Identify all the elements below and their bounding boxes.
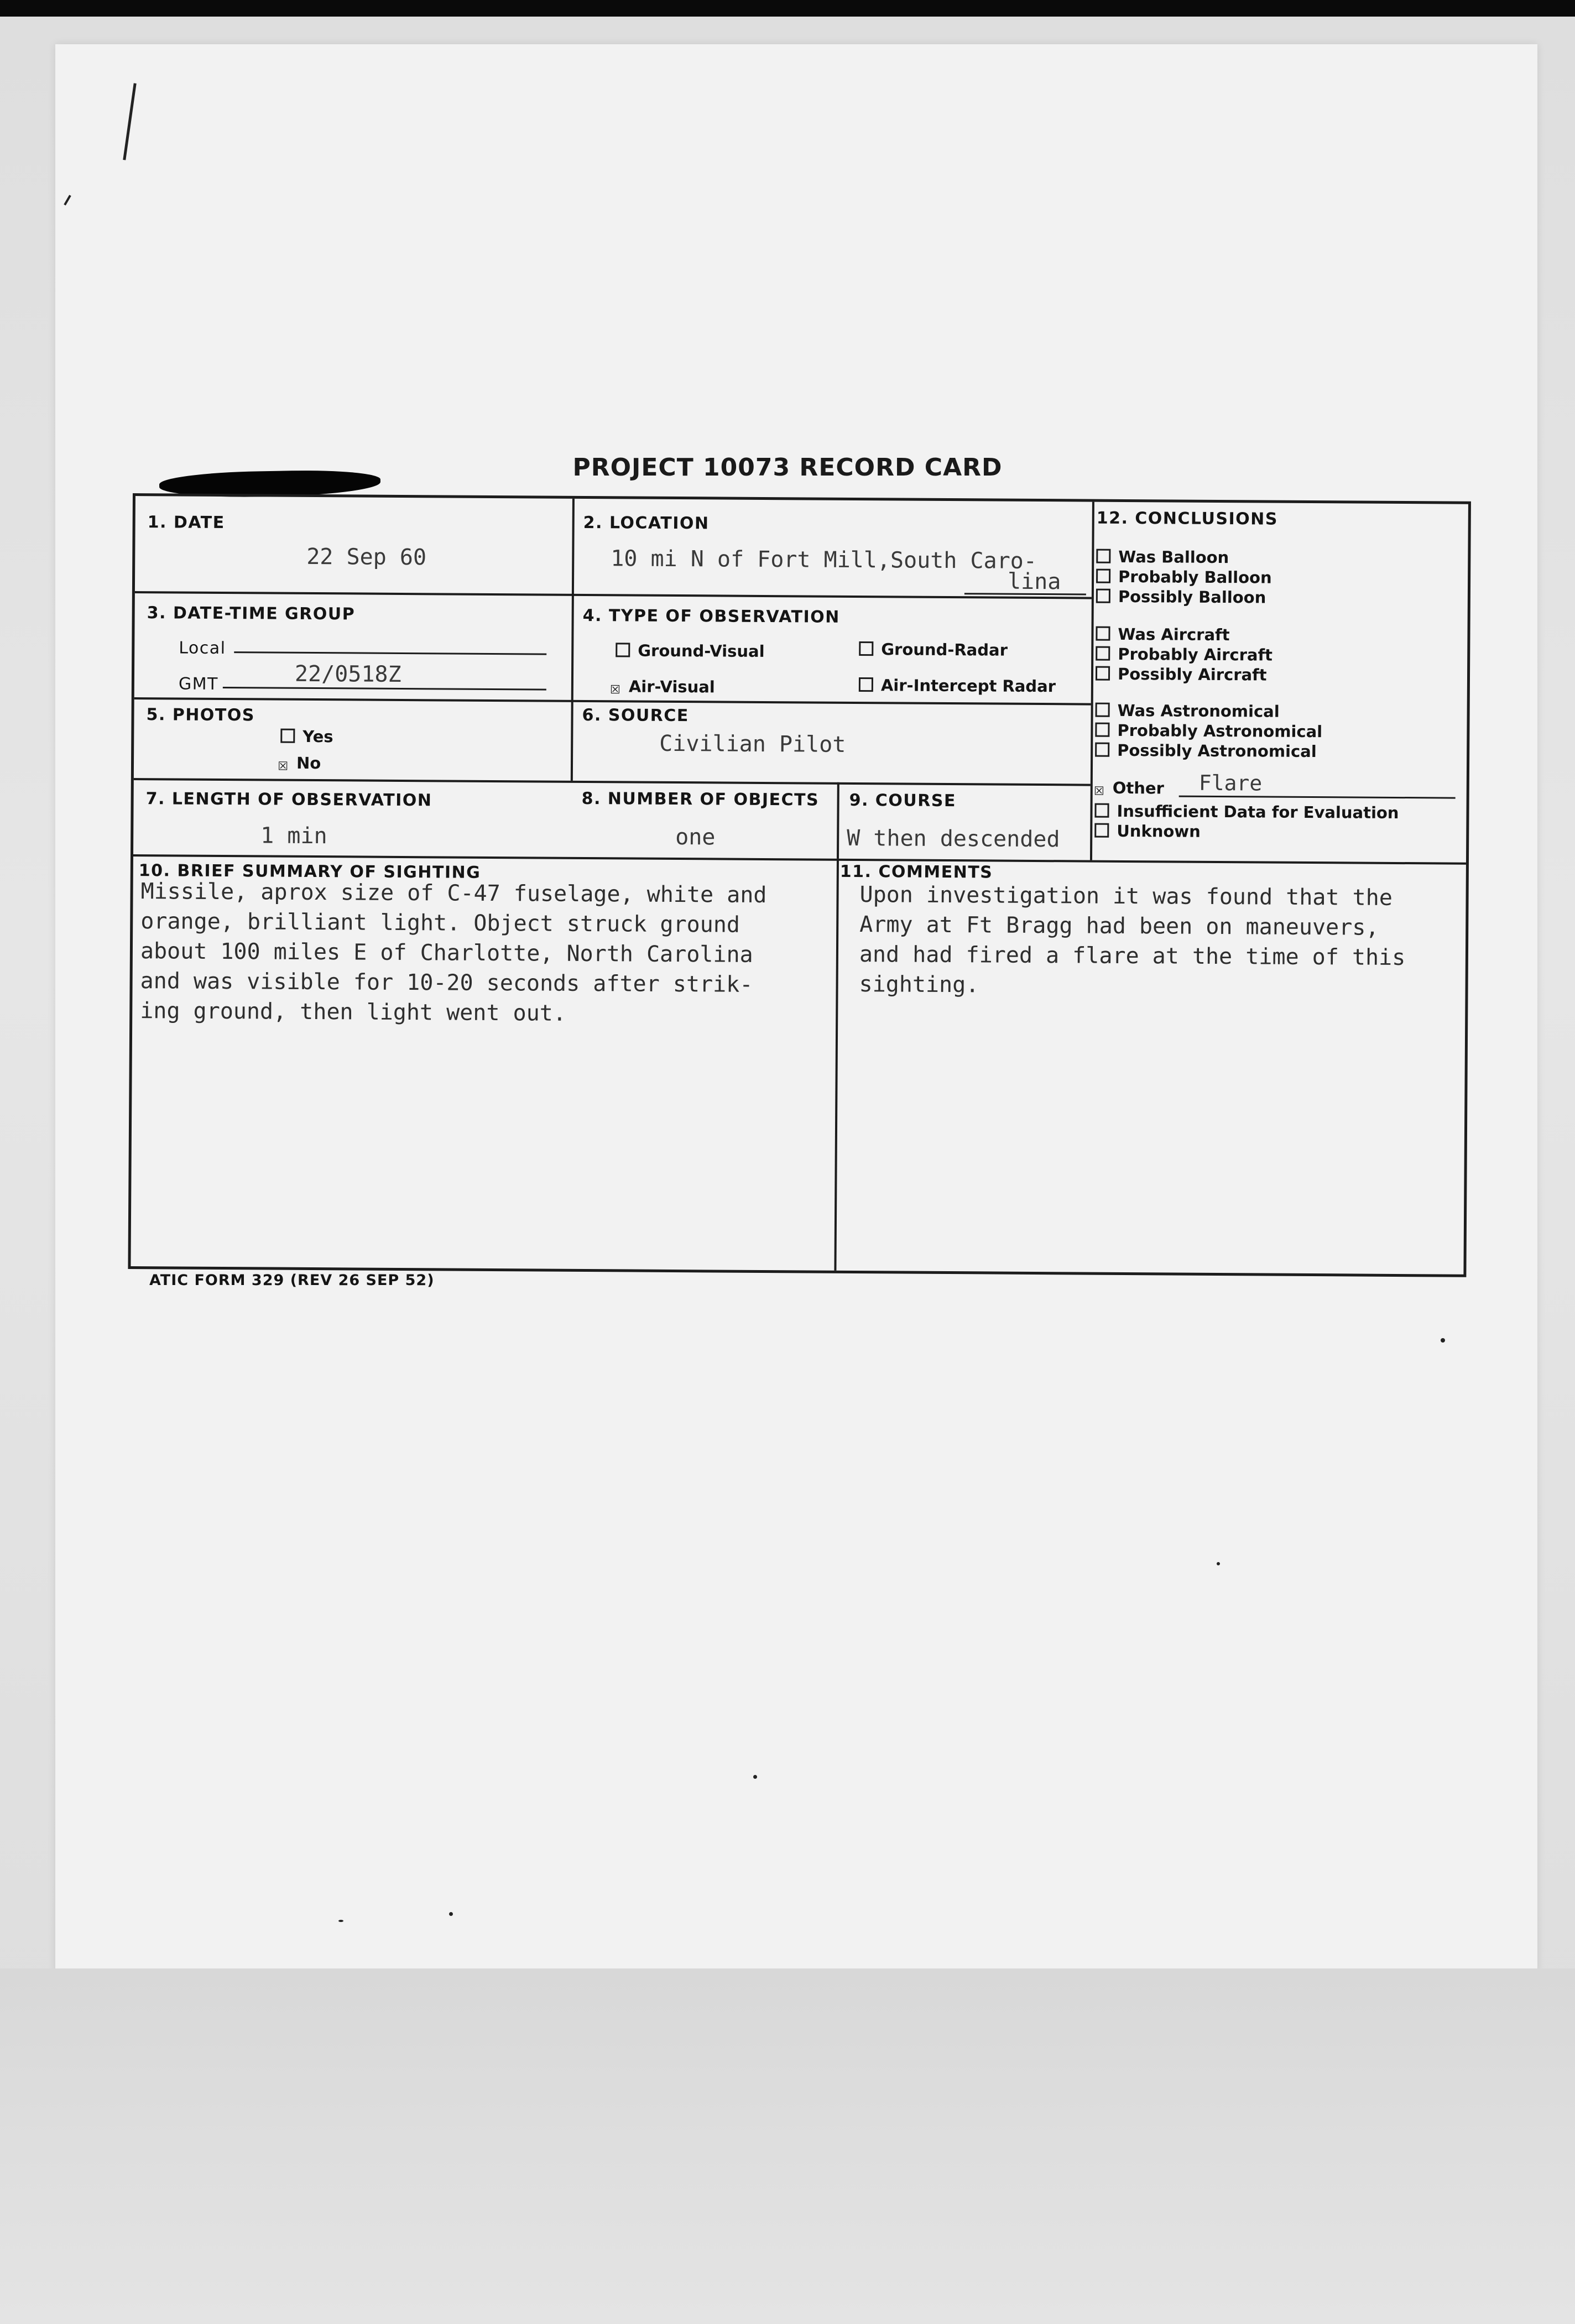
- option-label: Yes: [303, 727, 333, 746]
- option-unknown[interactable]: [1094, 822, 1201, 841]
- length-cell: [133, 778, 571, 857]
- film-top-border: [0, 0, 1575, 17]
- option-was-balloon[interactable]: [1096, 547, 1229, 567]
- checkbox[interactable]: [859, 677, 873, 692]
- type-obs-label: 4. TYPE OF OBSERVATION: [582, 605, 840, 627]
- course-value: W then descended: [847, 825, 1060, 853]
- comments-line: sighting.: [859, 972, 979, 998]
- comments-label: 11. COMMENTS: [839, 861, 993, 882]
- option-probably-astronomical[interactable]: [1095, 721, 1322, 741]
- form-number: ATIC FORM 329 (REV 26 SEP 52): [149, 1272, 435, 1289]
- option-label: Probably Aircraft: [1118, 644, 1273, 665]
- num-objects-value: one: [675, 824, 716, 850]
- num-objects-cell: [570, 781, 837, 859]
- location-cell: [572, 499, 1092, 597]
- lower-film-band: [0, 1968, 1575, 2324]
- option-label: Possibly Balloon: [1118, 587, 1266, 607]
- option-ground-radar[interactable]: [859, 640, 1008, 660]
- dust-speck: [753, 1775, 757, 1779]
- option-was-astronomical[interactable]: [1096, 701, 1280, 721]
- summary-line: orange, brilliant light. Object struck ground: [140, 908, 740, 938]
- summary-cell: [131, 854, 837, 1271]
- option-label: Possibly Astronomical: [1117, 740, 1317, 761]
- option-label: No: [296, 753, 321, 773]
- card-title: PROJECT 10073 RECORD CARD: [572, 453, 1003, 482]
- local-field[interactable]: [234, 651, 546, 655]
- length-value: 1 min: [260, 823, 327, 849]
- checkbox[interactable]: [1096, 666, 1110, 681]
- option-no[interactable]: [277, 753, 321, 775]
- dtg-label: 3. DATE-TIME GROUP: [147, 603, 356, 624]
- checkbox[interactable]: [1096, 569, 1110, 583]
- option-was-aircraft[interactable]: [1096, 625, 1229, 644]
- option-label: Ground-Radar: [881, 640, 1008, 660]
- source-value: Civilian Pilot: [659, 730, 846, 758]
- summary-line: about 100 miles E of Charlotte, North Carolina: [140, 938, 753, 968]
- conclusions-cell: [1090, 502, 1468, 863]
- option-label: Probably Balloon: [1118, 567, 1272, 587]
- num-objects-label: 8. NUMBER OF OBJECTS: [581, 788, 820, 810]
- option-label: Was Aircraft: [1118, 624, 1230, 645]
- option-air-intercept-radar[interactable]: [859, 676, 1056, 696]
- option-label: Air-Intercept Radar: [880, 676, 1056, 696]
- dust-speck: [1217, 1562, 1220, 1565]
- checked-box-mark[interactable]: ☒: [277, 753, 289, 775]
- gmt-label: GMT: [178, 674, 218, 694]
- date-value: 22 Sep 60: [306, 544, 427, 571]
- photos-label: 5. PHOTOS: [146, 705, 255, 725]
- checkbox[interactable]: [1096, 646, 1110, 661]
- option-insufficient-data[interactable]: [1094, 802, 1399, 822]
- option-label: Possibly Aircraft: [1117, 664, 1267, 685]
- checked-box-mark[interactable]: ☒: [1093, 778, 1105, 800]
- checkbox[interactable]: [1096, 626, 1110, 641]
- gmt-field[interactable]: [223, 687, 546, 691]
- length-label: 7. LENGTH OF OBSERVATION: [145, 789, 432, 811]
- option-probably-balloon[interactable]: [1096, 567, 1272, 587]
- option-yes[interactable]: [280, 727, 333, 746]
- dust-speck: [338, 1920, 343, 1922]
- option-probably-aircraft[interactable]: [1096, 645, 1272, 665]
- option-label: Air-Visual: [628, 677, 715, 697]
- summary-label: 10. BRIEF SUMMARY OF SIGHTING: [138, 861, 481, 882]
- checkbox[interactable]: [1096, 549, 1110, 563]
- checked-box-mark[interactable]: ☒: [609, 677, 621, 698]
- summary-line: ing ground, then light went out.: [140, 998, 567, 1026]
- dtg-cell: [134, 591, 572, 700]
- date-cell: [135, 496, 572, 594]
- gmt-value: 22/0518Z: [294, 661, 401, 687]
- comments-line: Army at Ft Bragg had been on maneuvers,: [859, 912, 1379, 941]
- option-ground-visual[interactable]: [616, 641, 764, 661]
- summary-line: Missile, aprox size of C-47 fuselage, white and: [140, 879, 767, 908]
- option-possibly-balloon[interactable]: [1096, 587, 1266, 607]
- course-label: 9. COURSE: [849, 790, 957, 811]
- photos-cell: [134, 697, 571, 781]
- source-label: 6. SOURCE: [582, 705, 689, 726]
- summary-line: and was visible for 10-20 seconds after strik-: [140, 968, 753, 998]
- location-value: 10 mi N of Fort Mill,South Caro-: [611, 546, 1037, 574]
- checkbox[interactable]: [859, 641, 873, 656]
- checkbox[interactable]: [1095, 743, 1109, 757]
- source-cell: [571, 700, 1091, 784]
- option-label: Ground-Visual: [638, 641, 765, 661]
- option-other[interactable]: [1094, 779, 1164, 798]
- comments-line: and had fired a flare at the time of this: [859, 942, 1406, 971]
- record-card: [128, 493, 1471, 1277]
- location-value-cont: lina: [1007, 568, 1061, 595]
- option-label: Insufficient Data for Evaluation: [1117, 801, 1399, 822]
- checkbox[interactable]: [1096, 703, 1110, 717]
- option-label: Other: [1112, 778, 1165, 798]
- other-field[interactable]: [1179, 796, 1456, 799]
- location-label: 2. LOCATION: [583, 513, 710, 534]
- date-label: 1. DATE: [147, 513, 225, 533]
- option-possibly-astronomical[interactable]: [1095, 741, 1317, 761]
- option-air-visual[interactable]: [610, 677, 715, 696]
- location-underline: [964, 593, 1086, 595]
- option-label: Unknown: [1117, 821, 1201, 841]
- option-possibly-aircraft[interactable]: [1096, 665, 1267, 685]
- option-label: Probably Astronomical: [1117, 720, 1323, 741]
- dust-speck: [449, 1912, 453, 1916]
- checkbox[interactable]: [280, 729, 295, 743]
- checkbox[interactable]: [1094, 823, 1109, 838]
- conclusions-label: 12. CONCLUSIONS: [1096, 508, 1278, 529]
- other-value: Flare: [1198, 770, 1263, 796]
- comments-line: Upon investigation it was found that the: [859, 882, 1393, 911]
- checkbox[interactable]: [1096, 589, 1110, 603]
- comments-cell: [834, 859, 1466, 1275]
- checkbox[interactable]: [616, 643, 630, 657]
- option-label: Was Astronomical: [1117, 701, 1280, 721]
- course-cell: [837, 782, 1091, 860]
- dust-speck: [1441, 1338, 1445, 1343]
- checkbox[interactable]: [1094, 803, 1109, 818]
- checkbox[interactable]: [1095, 723, 1109, 737]
- local-label: Local: [179, 638, 226, 659]
- type-obs-cell: [571, 594, 1092, 703]
- option-label: Was Balloon: [1118, 547, 1229, 567]
